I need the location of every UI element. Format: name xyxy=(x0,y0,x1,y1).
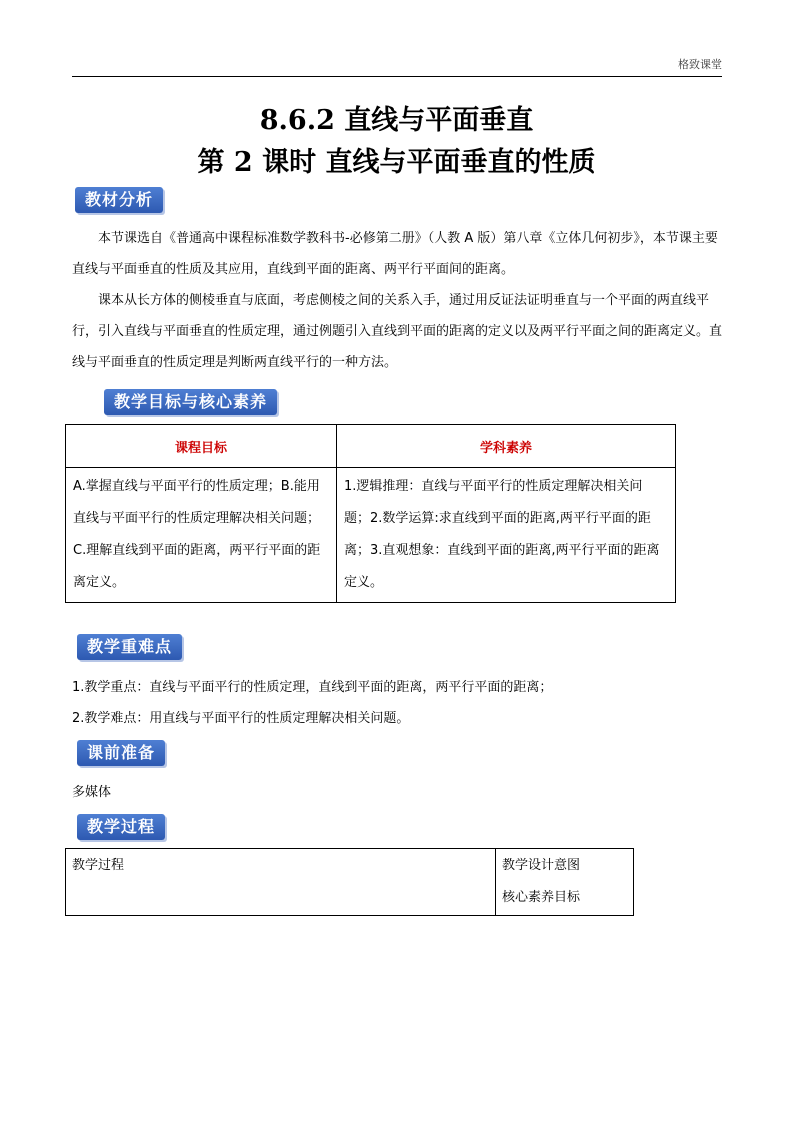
section-badge-analysis: 教材分析 xyxy=(75,187,163,213)
section-badge-prep: 课前准备 xyxy=(77,740,165,766)
keypoint-item-2: 2.教学难点：用直线与平面平行的性质定理解决相关问题。 xyxy=(72,711,410,726)
lesson-subtitle: 第 2 课时 直线与平面垂直的性质 xyxy=(197,147,596,178)
section-badge-keypoints: 教学重难点 xyxy=(77,634,182,660)
prep-text: 多媒体 xyxy=(72,785,112,800)
goals-table xyxy=(65,424,676,603)
analysis-paragraph-2: 课本从长方体的侧棱垂直与底面，考虑侧棱之间的关系入手，通过用反证法证明垂直与一个平面的两直线平行，引入直线与平面垂直的性质定理，通过例题引入直线到平面的距离的定义以及两平行平面之间的距离定义。直线与平面垂直的性质定理是判断两直线平行的一种方法。 xyxy=(72,293,723,370)
section-badge-goals: 教学目标与核心素养 xyxy=(104,389,277,415)
goals-col2-header: 学科素养 xyxy=(337,425,676,468)
goals-table-row xyxy=(66,468,676,603)
header-brand: 格致课堂 xyxy=(678,58,722,71)
goals-col1-header: 课程目标 xyxy=(66,425,337,468)
core-competency-cell: 1.逻辑推理：直线与平面平行的性质定理解决相关问题；2.数学运算:求直线到平面的距离,两平行平面的距离；3.直观想象：直线到平面的距离,两平行平面的距离定义。 xyxy=(337,468,676,603)
page-header xyxy=(72,54,722,77)
process-col2 xyxy=(496,849,634,916)
process-col1 xyxy=(66,849,496,916)
goals-table-header-row xyxy=(66,425,676,468)
keypoint-item-1: 1.教学重点：直线与平面平行的性质定理，直线到平面的距离，两平行平面的距离； xyxy=(72,680,553,695)
core-goal-label: 核心素养目标 xyxy=(502,890,581,905)
process-table xyxy=(65,848,634,916)
lesson-title: 8.6.2 直线与平面垂直 xyxy=(259,105,534,136)
process-col1-label: 教学过程 xyxy=(72,858,125,873)
process-table-row xyxy=(66,849,634,916)
course-goals-cell: A.掌握直线与平面平行的性质定理；B.能用直线与平面平行的性质定理解决相关问题；C.理解直线到平面的距离，两平行平面的距离定义。 xyxy=(66,468,337,603)
design-intent-label: 教学设计意图 xyxy=(502,858,581,873)
analysis-paragraph-1: 本节课选自《普通高中课程标准数学教科书-必修第二册》（人教 A 版）第八章《立体几何初步》，本节课主要直线与平面垂直的性质及其应用，直线到平面的距离、两平行平面间的距离。 xyxy=(72,231,718,277)
section-badge-process: 教学过程 xyxy=(77,814,165,840)
